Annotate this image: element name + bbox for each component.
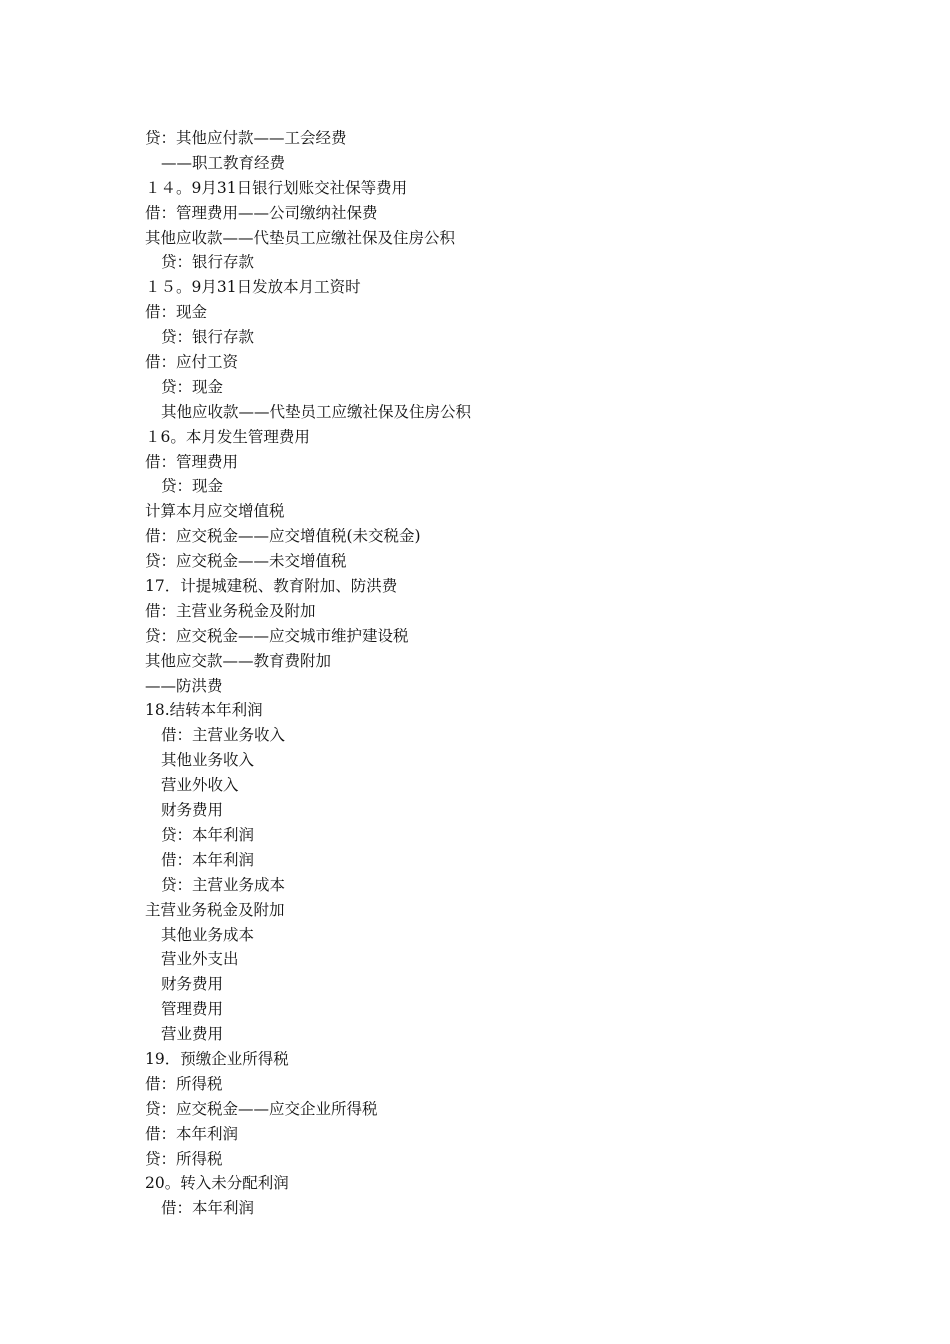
text-line: ——职工教育经费 [161,153,286,172]
text-line: 营业费用 [161,1025,224,1044]
text-line: 借：应交税金——应交增值税(未交税金) [145,527,421,546]
text-line: 贷：本年利润 [161,825,255,844]
text-line: 借：应付工资 [145,353,239,372]
text-line: 借：本年利润 [145,1124,239,1143]
text-line: 借：主营业务税金及附加 [145,601,316,620]
text-line: １6。本月发生管理费用 [145,427,310,446]
text-line: 其他应交款——教育费附加 [145,651,332,670]
text-line: 贷：其他应付款——工会经费 [145,129,347,147]
text-line: 借：本年利润 [161,1199,255,1218]
text-line: 17．计提城建税、教育附加、防洪费 [145,577,398,596]
text-line: １５。9月31日发放本月工资时 [145,278,361,297]
text-line: 其他业务成本 [161,925,255,944]
text-line: 财务费用 [161,801,224,820]
text-line: 计算本月应交增值税 [145,502,285,521]
text-line: 贷：现金 [161,377,224,396]
text-line: 其他应收款——代垫员工应缴社保及住房公积 [161,402,472,421]
text-line: 贷：银行存款 [161,328,255,347]
text-line: 其他业务收入 [161,751,255,770]
text-line: １４。9月31日银行划账交社保等费用 [145,178,408,197]
text-line: 贷：应交税金——应交城市维护建设税 [145,626,409,645]
text-line: 19．预缴企业所得税 [145,1049,289,1068]
text-line: 借：主营业务收入 [161,726,286,745]
text-line: 营业外支出 [161,950,239,969]
text-line: 借：现金 [145,303,208,322]
text-line: 贷：应交税金——应交企业所得税 [145,1099,378,1118]
text-line: 18.结转本年利润 [145,701,263,720]
text-line: 借：管理费用——公司缴纳社保费 [145,203,378,222]
text-line: 借：管理费用 [145,452,239,471]
text-line: 管理费用 [161,1000,224,1019]
text-line: 主营业务税金及附加 [145,900,285,919]
text-line: 贷：现金 [161,477,224,496]
text-line: 其他应收款——代垫员工应缴社保及住房公积 [145,228,456,247]
text-line: 借：本年利润 [161,850,255,869]
text-line: 贷：应交税金——未交增值税 [145,552,347,571]
text-line: 营业外收入 [161,776,239,795]
text-line: 贷：银行存款 [161,253,255,272]
text-line: 贷：主营业务成本 [161,875,286,894]
text-line: 财务费用 [161,975,224,994]
text-line: 20。转入未分配利润 [145,1174,289,1193]
text-line: 贷：所得税 [145,1149,223,1168]
text-line: ——防洪费 [145,676,223,695]
accounting-entries [145,126,845,1221]
text-line: 借：所得税 [145,1074,223,1093]
